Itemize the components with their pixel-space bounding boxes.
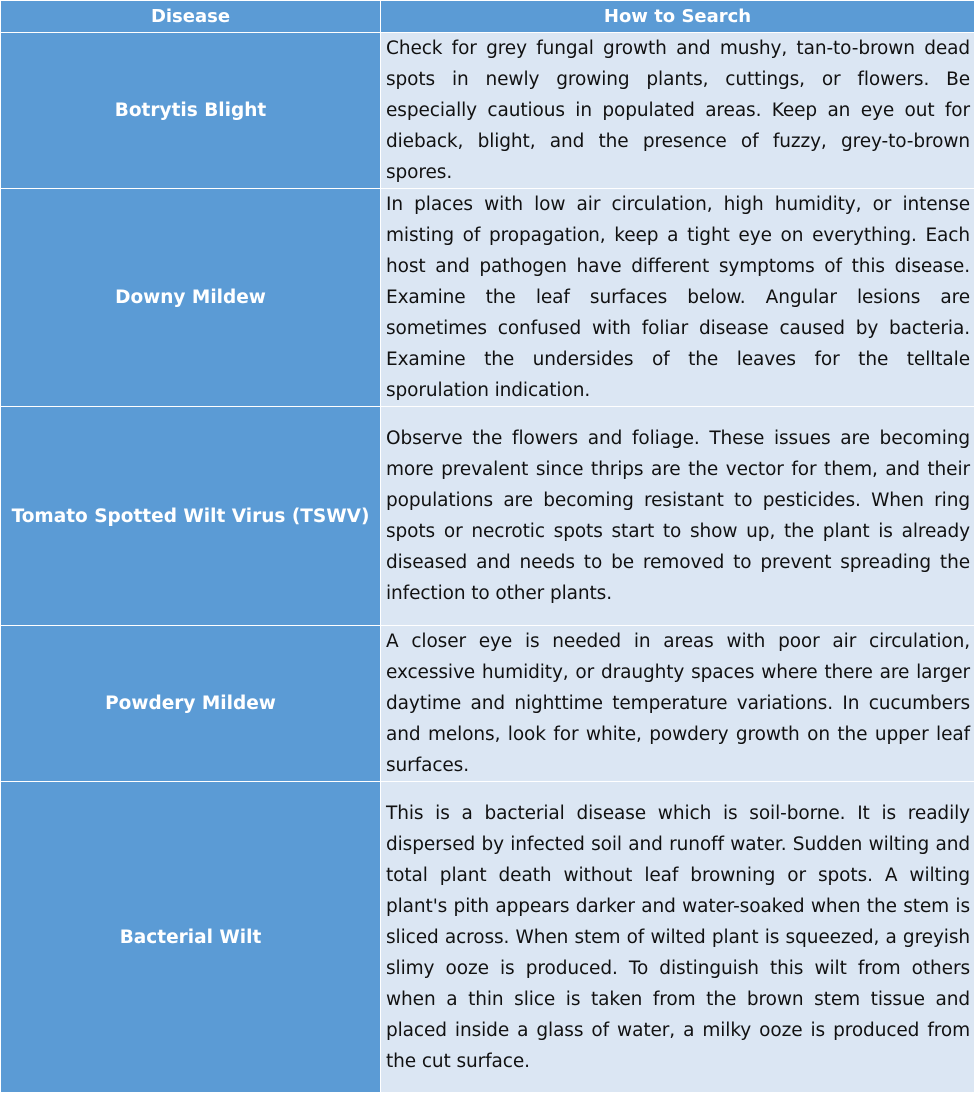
- disease-description: Observe the flowers and foliage. These issues are becoming more prevalent since thrips are the vector for them, and their populations are becoming resistant to pesticides. When ring spots or necrotic spots start to show up, the plant is already diseased and needs to be removed to prevent spreading the infection to other plants.: [381, 407, 974, 626]
- disease-name: Botrytis Blight: [1, 33, 381, 189]
- table-row: [1, 782, 974, 1093]
- header-row: [1, 1, 974, 33]
- header-how-to-search: How to Search: [381, 1, 974, 33]
- disease-description: In places with low air circulation, high humidity, or intense misting of propagation, keep a tight eye on everything. Each host and pathogen have different symptoms of this disease. Examine the leaf surfaces below. Angular lesions are sometimes confused with foliar disease caused by bacteria. Examine the undersides of the leaves for the telltale sporulation indication.: [381, 189, 974, 407]
- table-row: [1, 33, 974, 189]
- table-row: [1, 189, 974, 407]
- disease-name: Powdery Mildew: [1, 626, 381, 782]
- disease-name: Tomato Spotted Wilt Virus (TSWV): [1, 407, 381, 626]
- disease-description: This is a bacterial disease which is soil-borne. It is readily dispersed by infected soil and runoff water. Sudden wilting and total plant death without leaf browning or spots. A wilting plant's pith appears darker and water-soaked when the stem is sliced across. When stem of wilted plant is squeezed, a greyish slimy ooze is produced. To distinguish this wilt from others when a thin slice is taken from the brown stem tissue and placed inside a glass of water, a milky ooze is produced from the cut surface.: [381, 782, 974, 1093]
- disease-description: Check for grey fungal growth and mushy, tan-to-brown dead spots in newly growing plants, cuttings, or flowers. Be especially cautious in populated areas. Keep an eye out for dieback, blight, and the presence of fuzzy, grey-to-brown spores.: [381, 33, 974, 189]
- disease-name: Downy Mildew: [1, 189, 381, 407]
- header-disease: Disease: [1, 1, 381, 33]
- table-row: [1, 626, 974, 782]
- table-row: [1, 407, 974, 626]
- disease-description: A closer eye is needed in areas with poor air circulation, excessive humidity, or draughty spaces where there are larger daytime and nighttime temperature variations. In cucumbers and melons, look for white, powdery growth on the upper leaf surfaces.: [381, 626, 974, 782]
- disease-name: Bacterial Wilt: [1, 782, 381, 1093]
